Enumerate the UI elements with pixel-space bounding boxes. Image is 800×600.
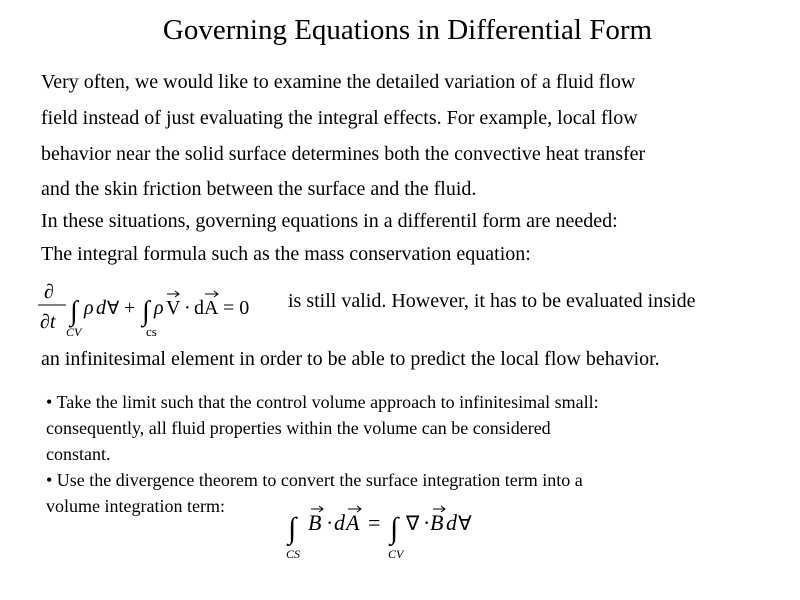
eq2-equals: =: [368, 510, 381, 535]
eq2-volume-symbol: ∀: [458, 511, 472, 535]
paragraph-line-3: behavior near the solid surface determines both the convective heat transfer: [41, 143, 646, 165]
eq2-integral-cv: ∫: [390, 512, 399, 545]
eq1-rho-2: ρ: [154, 297, 164, 319]
eq2-vector-b-2: B: [430, 510, 444, 535]
eq1-rho: ρ: [84, 297, 94, 319]
eq1-d: d: [96, 297, 106, 319]
bullet-1-line-3: constant.: [46, 444, 111, 464]
eq1-integral-cv: ∫: [70, 296, 78, 327]
eq2-cv-label: CV: [388, 547, 404, 561]
eq1-dot: ·: [184, 297, 191, 319]
eq1-cs-label: cs: [146, 324, 157, 339]
slide-title: Governing Equations in Differential Form: [162, 14, 653, 46]
eq2-integral-cs: ∫: [288, 512, 297, 545]
bullet-2-line-1: • Use the divergence theorem to convert the surface integration term into a: [46, 470, 583, 490]
continuation-line: an infinitesimal element in order to be able to predict the local flow behavior.: [41, 348, 660, 370]
bullet-2-line-2: volume integration term:: [46, 496, 225, 516]
paragraph-line-6: The integral formula such as the mass conservation equation:: [41, 243, 531, 265]
eq1-vector-v: V: [166, 297, 181, 319]
paragraph-line-1: Very often, we would like to examine the detailed variation of a fluid flow: [41, 71, 636, 93]
bullet-1-line-2: consequently, all fluid properties within the volume can be considered: [46, 418, 551, 438]
paragraph-line-2: field instead of just evaluating the integral effects. For example, local flow: [41, 107, 638, 129]
eq1-partial-t: ∂t: [40, 311, 56, 333]
eq1-da: dA: [194, 297, 219, 319]
nabla-icon: ∇: [406, 511, 420, 535]
eq1-cv-label: CV: [66, 325, 82, 339]
eq1-volume-symbol: ∀: [107, 298, 120, 319]
eq2-vector-a: A: [346, 510, 360, 535]
divergence-theorem-equation: [284, 496, 484, 568]
eq2-cs-label: CS: [286, 547, 301, 561]
eq1-equals-zero: = 0: [223, 297, 250, 319]
bullet-1-line-1: • Take the limit such that the control volume approach to infinitesimal small:: [46, 392, 599, 412]
eq2-dot-2: ·: [423, 510, 431, 535]
eq1-trailing-text: is still valid. However, it has to be evaluated inside: [288, 290, 696, 312]
eq2-d-2: d: [446, 510, 457, 535]
paragraph-line-5: In these situations, governing equations in a differentil form are needed:: [41, 210, 618, 232]
paragraph-line-4: and the skin friction between the surface and the fluid.: [41, 178, 477, 200]
eq2-d: d: [334, 510, 345, 535]
mass-conservation-integral-equation: [36, 278, 296, 342]
eq2-dot: ·: [326, 510, 334, 535]
eq1-integral-cs: ∫: [142, 296, 150, 327]
eq1-partial: ∂: [44, 281, 54, 303]
eq1-plus: +: [124, 297, 136, 319]
eq2-vector-b: B: [308, 510, 322, 535]
